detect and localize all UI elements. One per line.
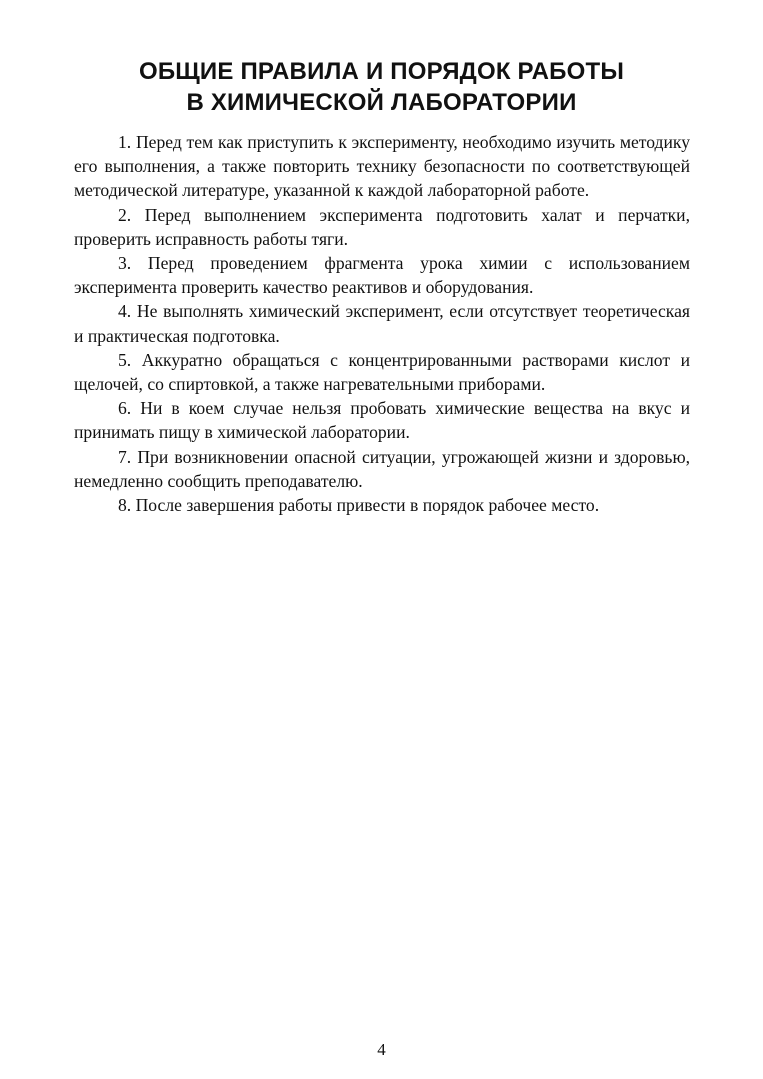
rules-list <box>74 130 690 517</box>
rule-paragraph-5: 5. Аккуратно обращаться с концентрированными растворами кислот и щелочей, со спиртовкой, а также нагревательными приборами. <box>74 349 690 395</box>
rule-paragraph-1: 1. Перед тем как приступить к эксперименту, необходимо изучить методику его выполнения, а также повторить технику безопасности по соответствующей методической литературе, указанной к каждой лабораторной работе. <box>74 132 690 201</box>
page-title <box>0 56 763 118</box>
page-title-line-1: ОБЩИЕ ПРАВИЛА И ПОРЯДОК РАБОТЫ <box>138 58 625 85</box>
page-title-line-2: В ХИМИЧЕСКОЙ ЛАБОРАТОРИИ <box>186 89 577 116</box>
rule-paragraph-8: 8. После завершения работы привести в порядок рабочее место. <box>118 495 600 516</box>
rule-paragraph-2: 2. Перед выполнением эксперимента подготовить халат и перчатки, проверить исправность работы тяги. <box>74 204 690 249</box>
rule-paragraph-4: 4. Не выполнять химический эксперимент, если отсутствует теоретическая и практическая подготовка. <box>74 301 690 346</box>
rule-paragraph-7: 7. При возникновении опасной ситуации, угрожающей жизни и здоровью, немедленно сообщить преподавателю. <box>74 446 690 491</box>
page-number: 4 <box>377 1040 386 1059</box>
rule-paragraph-3: 3. Перед проведением фрагмента урока химии с использованием эксперимента проверить качество реактивов и оборудования. <box>74 253 690 298</box>
rule-paragraph-6: 6. Ни в коем случае нельзя пробовать химические вещества на вкус и принимать пищу в химической лаборатории. <box>74 398 690 443</box>
